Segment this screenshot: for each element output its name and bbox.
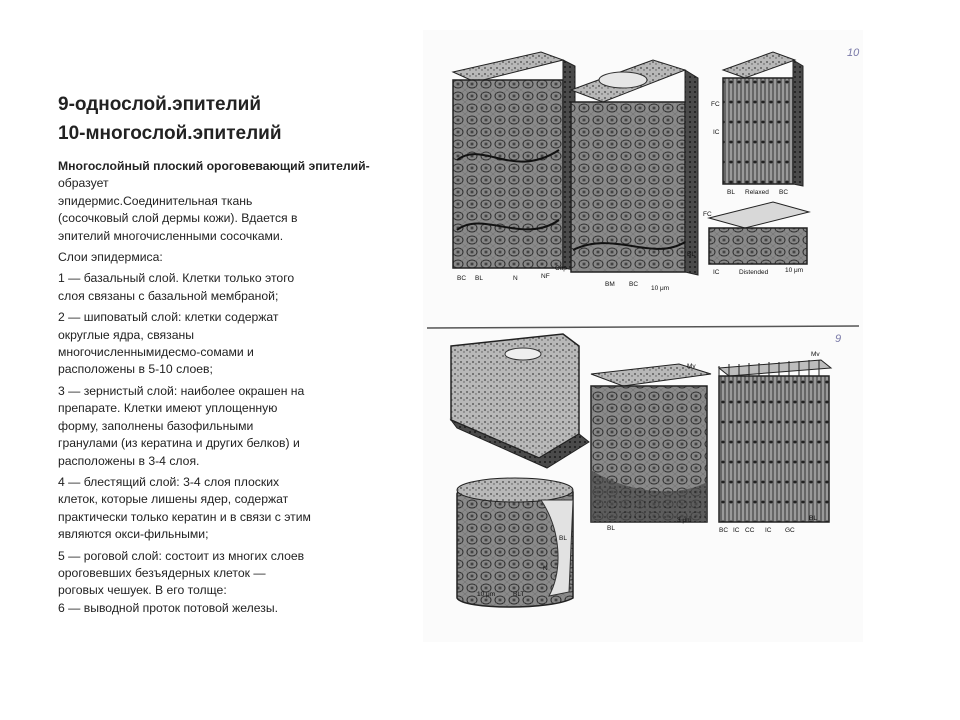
histology-figure	[423, 30, 863, 642]
label-bl-3: BL	[727, 189, 735, 196]
label-nf: NF	[541, 273, 550, 280]
label-bc-2: BC	[629, 281, 639, 288]
layer-item-line: форму, заполнены базофильными	[58, 418, 254, 433]
layer-item-line: являются окси-фильными;	[58, 527, 209, 542]
layer-item-line: слоя связаны с базальной мембраной;	[58, 288, 279, 303]
label-scale-bottom-left: 10 μm	[477, 591, 496, 598]
intro-text-3: (сосочковый слой дермы кожи). Вдается в	[58, 211, 298, 226]
intro-bold-lead: Многослойный плоский ороговевающий эпителий-	[58, 159, 370, 173]
label-scale-top-left: 10 μm	[651, 285, 670, 292]
layer-item-line: округлые ядра, связаны	[58, 327, 194, 342]
intro-text-1: образует	[58, 176, 109, 191]
block-cuboidal-epithelium	[591, 364, 711, 522]
slide-title	[58, 90, 388, 148]
intro-paragraph	[58, 158, 388, 245]
layer-item	[58, 309, 388, 379]
label-blt: BLT	[513, 591, 525, 598]
label-cap: Cap	[555, 265, 567, 272]
label-mv-2: Mv	[811, 351, 820, 358]
label-bc-3: BC	[779, 189, 789, 196]
intro-text-2: эпидермис.Соединительная ткань	[58, 193, 253, 208]
label-mv-1: Mv	[687, 363, 696, 370]
label-bl-1: BL	[475, 275, 483, 282]
label-scale-top-right: 10 μm	[785, 267, 804, 274]
layer-item-line: 2 — шиповатый слой: клетки содержат	[58, 310, 279, 325]
layer-item-line: 5 — роговой слой: состоит из многих слоев	[58, 548, 305, 563]
layers-heading: Слои эпидермиса:	[58, 250, 163, 265]
layer-item	[58, 548, 388, 618]
block-pseudostratified-epithelium	[719, 360, 831, 522]
label-ic-3: IC	[733, 527, 740, 534]
block-cylinder-epithelium	[457, 478, 573, 607]
histology-figure-scan	[423, 30, 863, 642]
label-gc: GC	[785, 527, 795, 534]
layer-item	[58, 383, 388, 470]
label-distended: Distended	[739, 269, 769, 276]
layer-item-line: клеток, которые лишены ядер, содержат	[58, 492, 289, 507]
label-bc-1: BC	[457, 275, 467, 282]
layer-item-line: 4 — блестящий слой: 3-4 слоя плоских	[58, 474, 280, 489]
intro-text-4: эпителий многочисленными сосочками.	[58, 228, 284, 243]
label-bl-4: BL	[559, 535, 567, 542]
label-bm: BM	[605, 281, 615, 288]
layer-item-line: роговых чешуек. В его толще:	[58, 583, 227, 598]
label-n-2: N	[543, 565, 548, 572]
label-bl-5: BL	[607, 525, 615, 532]
label-relaxed: Relaxed	[745, 189, 769, 196]
layer-item-line: расположены в 3-4 слоя.	[58, 453, 200, 468]
label-cc: CC	[745, 527, 755, 534]
title-line-2: 10-многослой.эпителий	[58, 123, 282, 144]
layer-item-line: 3 — зернистый слой: наиболее окрашен на	[58, 383, 305, 398]
label-bl-2: BL	[687, 251, 695, 258]
layer-item-line: расположены в 5-10 слоев;	[58, 362, 213, 377]
label-n-1: N	[513, 275, 518, 282]
layers-list	[58, 270, 388, 617]
label-ic-2: IC	[713, 269, 720, 276]
layer-item-line: гранулами (из кератина и других белков) и	[58, 436, 300, 451]
label-fc-1: FC	[711, 101, 720, 108]
label-bl-6: BL	[809, 515, 817, 522]
layer-item-line: многочисленнымидесмо-сомами и	[58, 345, 254, 360]
layer-item-line: 1 — базальный слой. Клетки только этого	[58, 271, 295, 286]
figure-page-number-bottom: 9	[835, 333, 842, 345]
label-scale-bottom-mid: 3 μm	[677, 517, 692, 524]
layer-item-line: ороговевших безъядерных клеток —	[58, 565, 266, 580]
label-ic-4: IC	[765, 527, 772, 534]
title-line-1: 9-однослой.эпителий	[58, 94, 262, 115]
layer-item-line: практически только кератин и в связи с этим	[58, 509, 311, 524]
layer-item-line: 6 — выводной проток потовой железы.	[58, 600, 278, 615]
layer-item-line: препарате. Клетки имеют уплощенную	[58, 401, 278, 416]
block-stratified-epithelium-1	[453, 52, 575, 270]
layer-item	[58, 474, 388, 544]
slide-body-text	[58, 158, 388, 621]
figure-page-number-top: 10	[847, 47, 860, 59]
label-fc-2: FC	[703, 211, 712, 218]
label-ic-1: IC	[713, 129, 720, 136]
layer-item	[58, 270, 388, 305]
label-bc-4: BC	[719, 527, 729, 534]
